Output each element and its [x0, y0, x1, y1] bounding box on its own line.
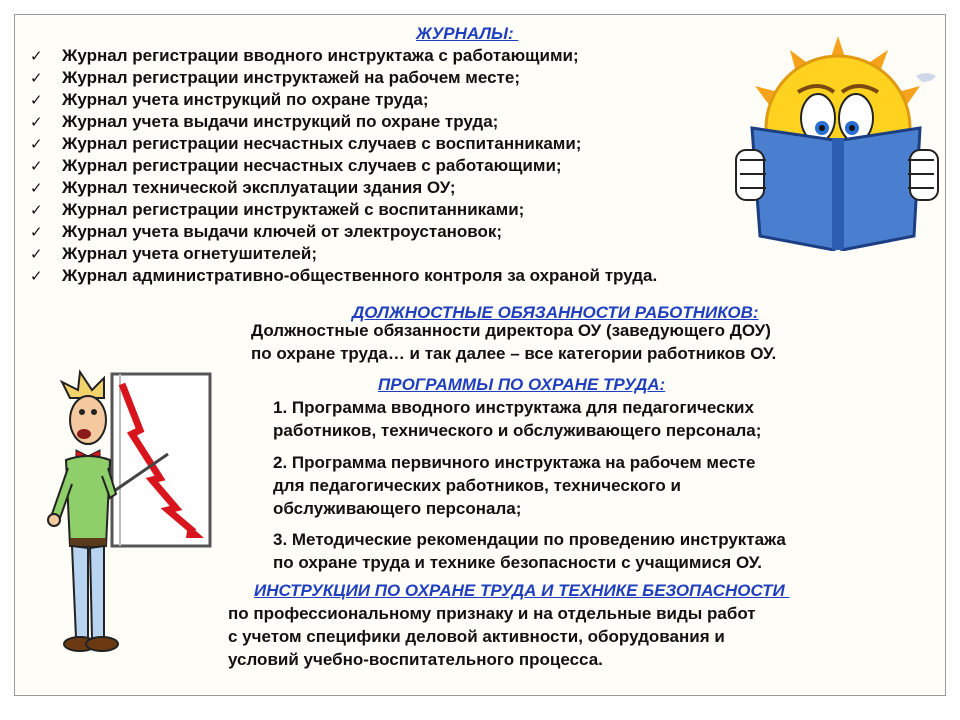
check-icon: ✓ — [30, 268, 43, 285]
program-1 — [273, 396, 761, 442]
list-item — [30, 265, 657, 287]
check-icon: ✓ — [30, 158, 43, 175]
check-icon: ✓ — [30, 180, 43, 197]
instructions-heading: ИНСТРУКЦИИ ПО ОХРАНЕ ТРУДА И ТЕХНИКЕ БЕЗОПАСНОСТИ — [254, 581, 790, 600]
list-item — [30, 177, 657, 199]
instructions-line: по профессиональному признаку и на отдельные виды работ — [228, 604, 756, 623]
list-item — [30, 155, 657, 177]
journal-item-text: Журнал учета инструкций по охране труда; — [62, 90, 429, 109]
instructions-line: с учетом специфики деловой активности, оборудования и — [228, 627, 725, 646]
check-icon: ✓ — [30, 92, 43, 109]
program-line: работников, технического и обслуживающего персонала; — [273, 421, 762, 440]
instructions-text — [228, 602, 756, 671]
check-icon: ✓ — [30, 70, 43, 87]
journal-item-text: Журнал регистрации инструктажей на рабочем месте; — [62, 68, 520, 87]
program-line: по охране труда и технике безопасности с учащимися ОУ. — [273, 553, 762, 572]
journal-item-text: Журнал учета выдачи ключей от электроустановок; — [62, 222, 503, 241]
program-line: 1. Программа вводного инструктажа для педагогических — [273, 398, 754, 417]
list-item — [30, 89, 657, 111]
smiley-reading-book-icon — [730, 36, 945, 251]
program-2 — [273, 451, 755, 520]
journals-heading: ЖУРНАЛЫ: — [416, 24, 519, 43]
program-line: 3. Методические рекомендации по проведению инструктажа — [273, 530, 786, 549]
check-icon: ✓ — [30, 114, 43, 131]
duties-line: Должностные обязанности директора ОУ (заведующего ДОУ) — [251, 321, 771, 340]
journals-list — [30, 45, 657, 287]
list-item — [30, 199, 657, 221]
check-icon: ✓ — [30, 48, 43, 65]
journal-item-text: Журнал технической эксплуатации здания ОУ; — [62, 178, 456, 197]
check-icon: ✓ — [30, 224, 43, 241]
list-item — [30, 45, 657, 67]
check-icon: ✓ — [30, 246, 43, 263]
program-line: для педагогических работников, технического и — [273, 476, 681, 495]
list-item — [30, 67, 657, 89]
check-icon: ✓ — [30, 136, 43, 153]
journal-item-text: Журнал регистрации несчастных случаев с воспитанниками; — [62, 134, 582, 153]
presenter-with-chart-icon — [44, 368, 214, 664]
duties-line: по охране труда… и так далее – все категории работников ОУ. — [251, 344, 777, 363]
program-line: обслуживающего персонала; — [273, 499, 522, 518]
journal-item-text: Журнал регистрации вводного инструктажа с работающими; — [62, 46, 579, 65]
journal-item-text: Журнал административно-общественного контроля за охраной труда. — [62, 266, 658, 285]
check-icon: ✓ — [30, 202, 43, 219]
list-item — [30, 221, 657, 243]
list-item — [30, 133, 657, 155]
duties-heading: ДОЛЖНОСТНЫЕ ОБЯЗАННОСТИ РАБОТНИКОВ: — [352, 303, 759, 322]
journal-item-text: Журнал регистрации несчастных случаев с работающими; — [62, 156, 562, 175]
duties-text — [251, 319, 776, 365]
journal-item-text: Журнал регистрации инструктажей с воспитанниками; — [62, 200, 525, 219]
list-item — [30, 111, 657, 133]
journal-item-text: Журнал учета выдачи инструкций по охране труда; — [62, 112, 499, 131]
program-3 — [273, 528, 786, 574]
list-item — [30, 243, 657, 265]
programs-heading: ПРОГРАММЫ ПО ОХРАНЕ ТРУДА: — [378, 375, 666, 394]
journal-item-text: Журнал учета огнетушителей; — [62, 244, 317, 263]
program-line: 2. Программа первичного инструктажа на рабочем месте — [273, 453, 756, 472]
instructions-line: условий учебно-воспитательного процесса. — [228, 650, 603, 669]
